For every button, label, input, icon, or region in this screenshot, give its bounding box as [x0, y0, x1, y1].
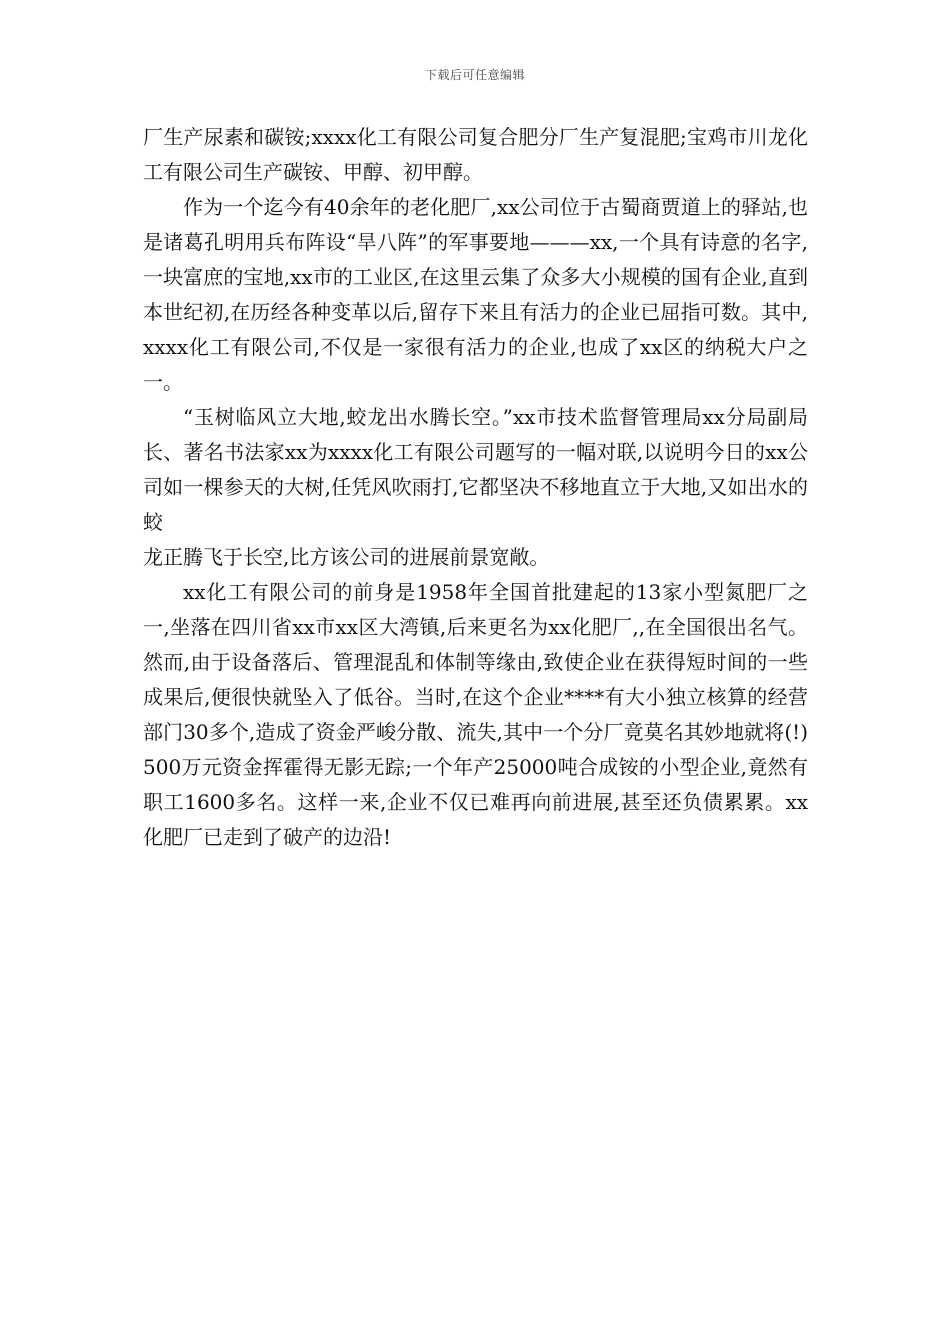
- paragraph-couplet-continuation: 龙正腾飞于长空,比方该公司的进展前景宽敞。: [143, 545, 550, 569]
- page-header: 下载后可任意编辑: [424, 68, 525, 82]
- paragraph-continuation: 厂生产尿素和碳铵;xxxx化工有限公司复合肥分厂生产复混肥;宝鸡市川龙化工有限公司生产碳铵、甲醇、初甲醇。: [143, 125, 808, 184]
- document-body: [143, 120, 808, 855]
- paragraph-couplet: “玉树临风立大地,蛟龙出水腾长空。”xx市技术监督管理局xx分局副局长、著名书法家xx为xxxx化工有限公司题写的一幅对联,以说明今日的xx公司如一棵参天的大树,任凭风吹雨打,它都坚决不移地直立于大地,又如出水的蛟: [143, 405, 808, 534]
- paragraph-company-origin: xx化工有限公司的前身是1958年全国首批建起的13家小型氮肥厂之一,坐落在四川省xx市xx区大湾镇,后来更名为xx化肥厂,,在全国很出名气。然而,由于设备落后、管理混乱和体制等缘由,致使企业在获得短时间的一些成果后,便很快就坠入了低谷。当时,在这个企业****有大小独立核算的经营部门30多个,造成了资金严峻分散、流失,其中一个分厂竟莫名其妙地就将(!)500万元资金挥霍得无影无踪;一个年产25000吨合成铵的小型企业,竟然有职工1600多名。这样一来,企业不仅已难再向前进展,甚至还负债累累。xx化肥厂已走到了破产的边沿!: [143, 580, 808, 849]
- paragraph-history-intro: 作为一个迄今有40余年的老化肥厂,xx公司位于古蜀商贾道上的驿站,也是诸葛孔明用兵布阵设“旱八阵”的军事要地———xx,一个具有诗意的名字,一块富庶的宝地,xx市的工业区,在这里云集了众多大小规模的国有企业,直到本世纪初,在历经各种变革以后,留存下来且有活力的企业已屈指可数。其中,xxxx化工有限公司,不仅是一家很有活力的企业,也成了xx区的纳税大户之一。: [143, 195, 808, 394]
